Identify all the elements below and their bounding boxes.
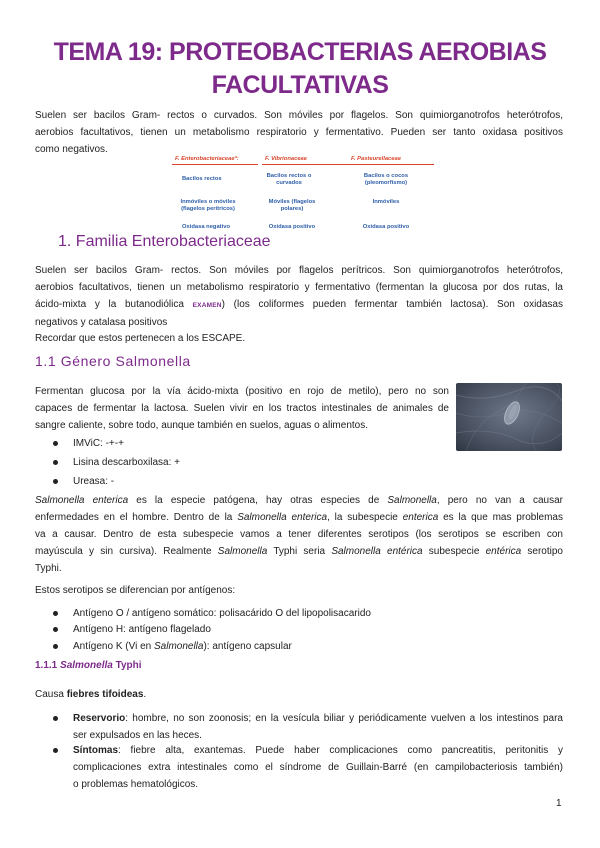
text-fragment: , pero no van a causar xyxy=(436,495,563,506)
genus-name: Salmonella xyxy=(60,660,113,671)
enterobacteriaceae-paragraph xyxy=(35,262,563,331)
table-header: F. Vibrionaceae xyxy=(262,156,348,165)
table-header: F. Pasteurellaceae xyxy=(348,156,434,165)
text-fragment: enfermedades en el hombre. Dentro de la xyxy=(35,512,238,523)
intro-line-3: como negativos. xyxy=(35,144,108,155)
text-line: Suelen ser bacilos Gram- rectos. Son móviles por flagelos perítricos. Son quimiorganotrofos heterótrofos, xyxy=(35,265,563,276)
text-line: va a causar. Dentro de esta subespecie vamos a tener diferentes serotipos (los serotipos se escriben con xyxy=(35,529,563,540)
text-fragment: subespecie xyxy=(422,546,486,557)
text-line: Estos serotipos se diferencian por antígenos: xyxy=(35,585,236,596)
text-fragment: Causa xyxy=(35,689,67,700)
text-line: o problemas hematológicos. xyxy=(73,779,199,790)
text-line xyxy=(35,686,563,703)
typhi-reservoir-item xyxy=(73,710,563,744)
text-fragment: es la que mas problemas xyxy=(438,512,563,523)
text-fragment: ) (los coliformes pueden fermentar también lactosa). Son oxidasas xyxy=(221,299,563,310)
item-label: Reservorio xyxy=(73,713,126,724)
text-line: Typhi. xyxy=(35,563,62,574)
species-name: Salmonella enterica xyxy=(237,512,328,523)
text-fragment: ácido-mixta y la butanodiólica xyxy=(35,299,193,310)
text-line xyxy=(35,509,563,526)
genus-name: Salmonella xyxy=(153,641,204,652)
exam-badge: EXAMEN xyxy=(192,302,222,309)
list-item-text: Antígeno O / antígeno somático: polisacárido O del lipopolisacarido xyxy=(73,608,371,619)
list-item xyxy=(73,605,371,622)
table-column-vibrionaceae xyxy=(262,156,348,230)
list-item-text: Ureasa: - xyxy=(73,476,115,487)
text-line xyxy=(35,296,563,314)
subspecies-name: entérica xyxy=(485,546,522,557)
text-fragment: : fiebre alta, exantemas. Puede haber complicaciones como pancreatitis, peritonitis y xyxy=(118,745,563,756)
species-name: Salmonella entérica xyxy=(331,546,423,557)
text-line: Recordar que estos pertenecen a los ESCAPE. xyxy=(35,333,246,344)
table-column-enterobacteriaceae xyxy=(172,156,258,230)
subspecies-name: enterica xyxy=(402,512,439,523)
text-fragment: mayúscula y sin cursiva). Realmente xyxy=(35,546,218,557)
heading-number: 1.1.1 xyxy=(35,660,61,671)
bullet-icon xyxy=(53,479,58,484)
section-heading-salmonella-typhi xyxy=(35,660,142,671)
text-line: capaces de fermentar la lactosa. Suelen vivir en los tractos intestinales de animales de xyxy=(35,403,449,414)
text-line: complicaciones extra intestinales como el síndrome de Guillain-Barré (en campilobacteriosis también) xyxy=(73,762,563,773)
table-cell: Bacilos rectos xyxy=(182,176,222,182)
list-item-text: IMViC: -+-+ xyxy=(73,438,124,449)
text-fragment: ): antígeno capsular xyxy=(203,641,292,652)
list-item-text: Lisina descarboxilasa: + xyxy=(73,457,181,468)
text-line: ser expulsados en las heces. xyxy=(73,730,202,741)
intro-line-2: aerobios facultativos, tienen un metabolismo respiratorio y fermentativo. Pueden ser tanto oxidasa positivos xyxy=(35,127,563,138)
list-item xyxy=(73,621,211,638)
table-cell: Oxidasa positivo xyxy=(268,224,316,230)
intro-paragraph xyxy=(35,107,563,158)
table-column-pasteurellaceae xyxy=(348,156,434,230)
text-fragment: , la subespecie xyxy=(327,512,403,523)
title-line-1: TEMA 19: PROTEOBACTERIAS AEROBIAS xyxy=(53,38,547,66)
heading-text: Typhi xyxy=(112,660,142,671)
table-cell: Oxidasa positivo xyxy=(362,224,410,230)
table-header: F. Enterobacteriaceaeª: xyxy=(172,156,258,165)
item-label: Síntomas xyxy=(73,745,119,756)
species-name: Salmonella enterica xyxy=(35,495,129,506)
list-item-text: Antígeno H: antígeno flagelado xyxy=(73,624,211,635)
bullet-icon xyxy=(53,460,58,465)
text-fragment: . xyxy=(143,689,147,700)
text-fragment: es la especie patógena, hay otras especies de xyxy=(128,495,388,506)
page-number: 1 xyxy=(556,798,562,809)
intro-line-1: Suelen ser bacilos Gram- rectos o curvados. Son móviles por flagelos. Son quimiorganotrofos heterótrofos, xyxy=(35,110,563,121)
bullet-icon xyxy=(53,716,58,721)
escape-note xyxy=(35,330,563,347)
family-comparison-table xyxy=(172,156,434,236)
section-heading-enterobacteriaceae: 1. Familia Enterobacteriaceae xyxy=(58,233,271,250)
text-line xyxy=(73,710,563,727)
title-line-2: FACULTATIVAS xyxy=(211,71,389,99)
list-item xyxy=(73,435,124,452)
section-heading-salmonella: 1.1 Género Salmonella xyxy=(35,353,191,369)
micrograph-image xyxy=(456,383,562,451)
salmonella-paragraph xyxy=(35,383,449,434)
table-cell: Móviles (flagelos polares) xyxy=(268,199,316,212)
text-line xyxy=(73,742,563,759)
genus-name: Salmonella xyxy=(387,495,437,506)
list-item xyxy=(73,473,114,490)
genus-name: Salmonella xyxy=(217,546,268,557)
bullet-icon xyxy=(53,441,58,446)
table-cell: Inmóviles o móviles (flagelos perítricos) xyxy=(180,199,236,212)
table-cell: Bacilos rectos o curvados xyxy=(266,173,312,186)
typhi-symptoms-item xyxy=(73,742,563,793)
page-title xyxy=(40,36,560,102)
disease-name: fiebres tifoideas xyxy=(66,689,144,700)
text-line: Fermentan glucosa por la vía ácido-mixta (positivo en rojo de metilo), pero no son xyxy=(35,386,449,397)
bullet-icon xyxy=(53,748,58,753)
text-line: aerobios facultativos, tienen un metabolismo respiratorio y fermentativo (fermentan la glucosa por dos rutas, la xyxy=(35,282,563,293)
list-item xyxy=(73,454,180,471)
bullet-icon xyxy=(53,644,58,649)
text-line xyxy=(35,492,563,509)
serotypes-intro xyxy=(35,582,563,599)
text-fragment: serotipo xyxy=(521,546,563,557)
text-line xyxy=(35,543,563,560)
bullet-icon xyxy=(53,611,58,616)
salmonella-micrograph xyxy=(456,383,562,451)
list-item xyxy=(73,638,292,655)
text-line: negativos y catalasa positivos xyxy=(35,317,168,328)
text-line: sangre caliente, sobre todo, aunque también en suelos, aguas o alimentos. xyxy=(35,420,368,431)
text-fragment: Typhi seria xyxy=(267,546,332,557)
bullet-icon xyxy=(53,627,58,632)
text-fragment: : hombre, no son zoonosis; en la vesícula biliar y periódicamente vuelven a los intestinos para xyxy=(125,713,563,724)
table-cell: Bacilos o cocos (pleomorfismo) xyxy=(363,173,409,186)
table-cell: Oxidasa negativo xyxy=(181,224,230,230)
typhi-cause xyxy=(35,686,563,703)
salmonella-enterica-paragraph xyxy=(35,492,563,577)
text-fragment: Antígeno K (Vi en xyxy=(73,641,154,652)
table-cell: Inmóviles xyxy=(372,199,400,205)
